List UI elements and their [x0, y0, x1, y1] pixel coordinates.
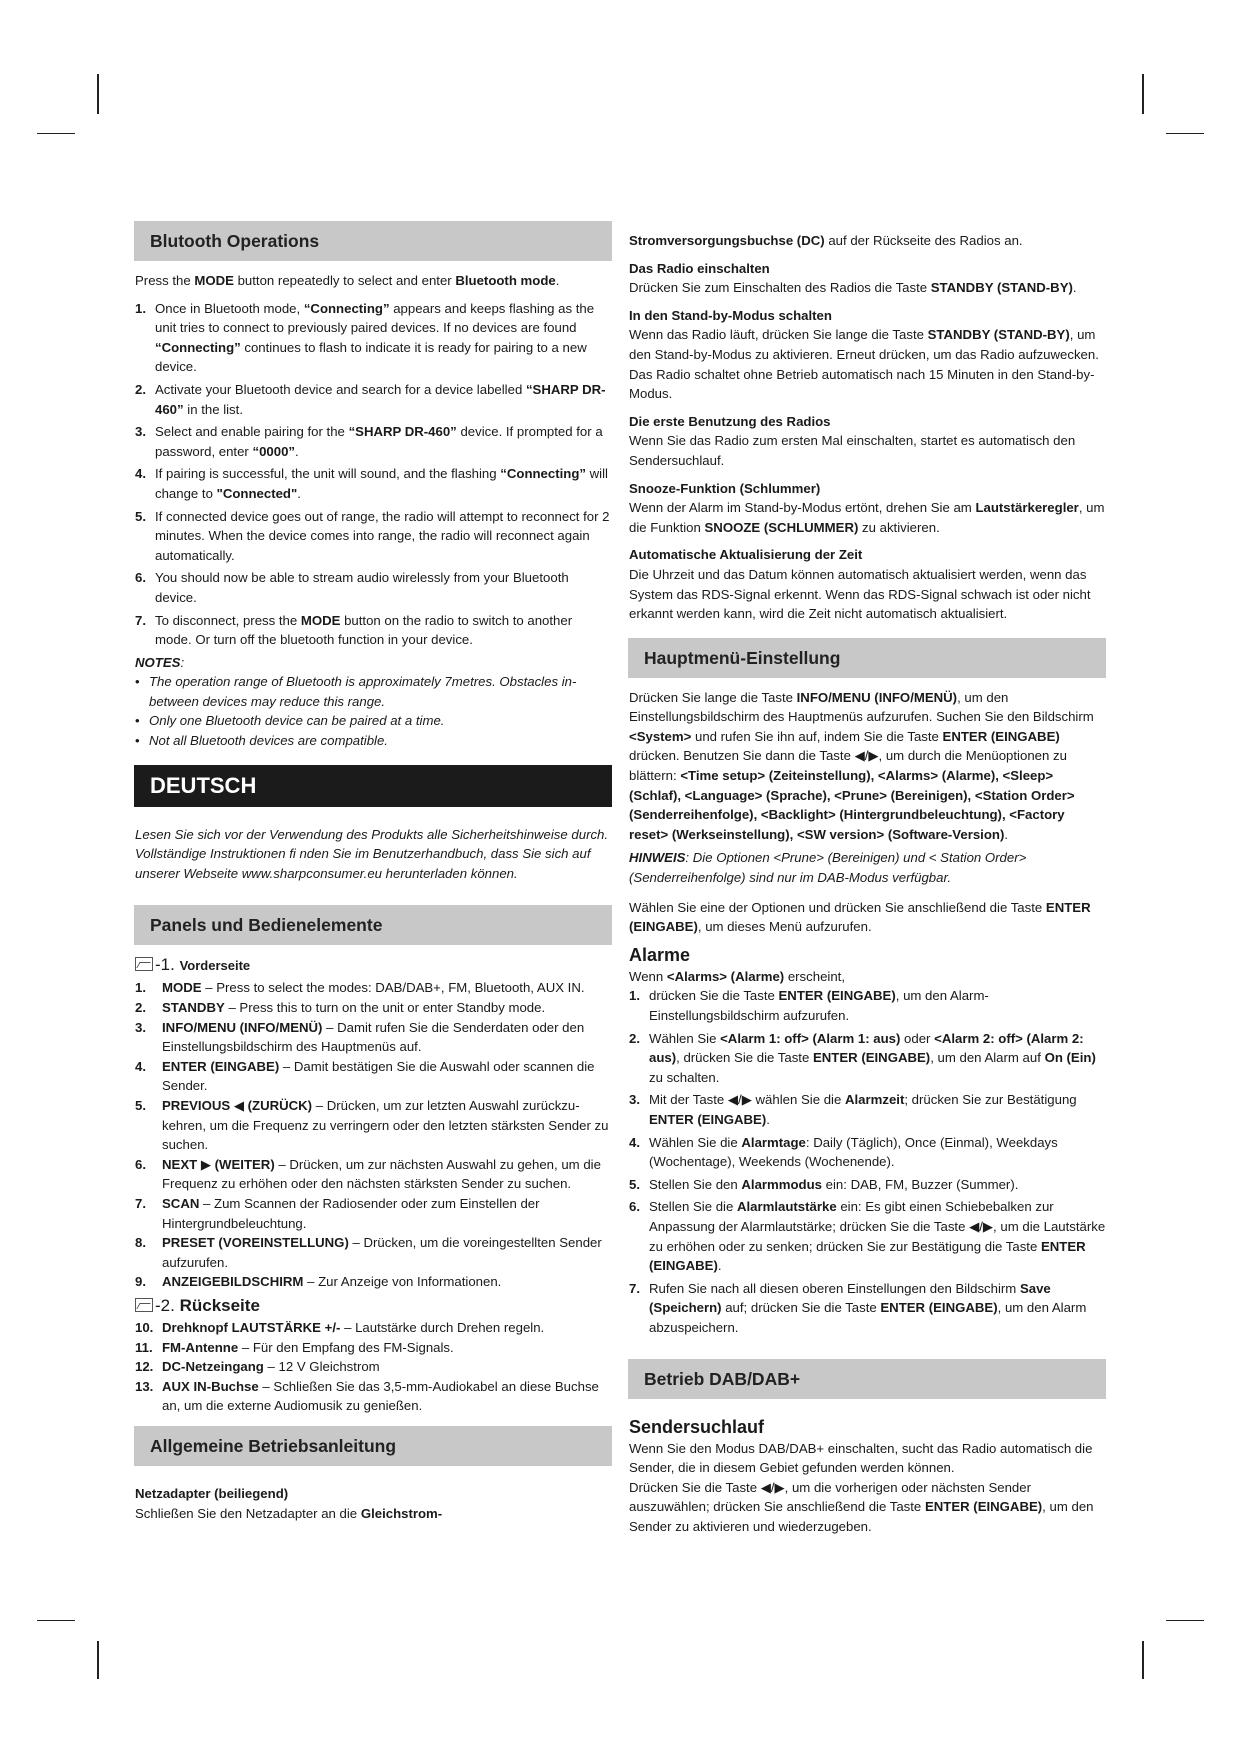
note-item: [135, 711, 612, 731]
text-run: ENTER (EINGABE): [942, 728, 1060, 744]
text-run: Select and enable pairing for the: [155, 424, 349, 440]
control-name: PREVIOUS ◀ (ZURÜCK): [162, 1098, 313, 1113]
text-run: will change to: [155, 466, 608, 501]
text-run: "Connected": [216, 485, 298, 501]
main-menu-section-header: Hauptmenü-Einstellung: [628, 638, 1106, 678]
control-name: PRESET (VOREINSTELLUNG): [162, 1235, 349, 1251]
control-item: [135, 1018, 612, 1057]
control-text: [162, 1377, 612, 1416]
text-run: “Connecting”: [303, 300, 390, 316]
bullet: •: [135, 733, 140, 749]
alarm-step-text: [649, 1197, 1106, 1275]
text-run: ENTER (EINGABE): [778, 988, 896, 1004]
control-text: [162, 978, 612, 998]
control-number: 1.: [135, 980, 146, 996]
snooze-heading: Snooze-Funktion (Schlummer): [629, 480, 821, 496]
control-item: [135, 1272, 612, 1292]
hinweis-note: HINWEIS: Die Optionen <Prune> (Bereinigen) und < Station Order> (Senderreihenfolge) sind nur im DAB-Modus verfügbar.: [629, 850, 1027, 886]
control-item: [135, 1194, 612, 1233]
text-run: auf; drücken Sie die Taste: [721, 1300, 881, 1316]
alarm-step-number: 3.: [629, 1092, 640, 1108]
control-item: [135, 1357, 612, 1377]
deutsch-header: DEUTSCH: [134, 765, 612, 807]
text-run: Activate your Bluetooth device and search for a device labelled: [155, 381, 526, 397]
note-item: [135, 731, 612, 751]
front-heading: -1. Vorderseite: [135, 953, 612, 978]
control-name: Drehknopf LAUTSTÄRKE +/-: [162, 1319, 341, 1335]
station-scan-heading: Sendersuchlauf: [629, 1416, 765, 1437]
alarm-step-text: [649, 1279, 1106, 1338]
text-run: button on the radio to switch to another mode. Or turn off the bluetooth function in your device.: [155, 612, 573, 648]
power-on-heading: Das Radio einschalten: [629, 260, 770, 276]
right-column: [629, 221, 1106, 1536]
control-item: [135, 1057, 612, 1096]
text-run: drücken Sie die Taste: [649, 988, 779, 1004]
bluetooth-section-header: Blutooth Operations: [134, 221, 612, 261]
note-item: [135, 672, 612, 711]
text-run: device. If prompted for a password, enter: [155, 424, 603, 459]
control-name: DC-Netzeingang: [162, 1359, 264, 1375]
control-name: MODE: [162, 980, 202, 996]
text-run: “Connecting”: [155, 339, 241, 355]
text-run: On (Ein): [1044, 1050, 1096, 1066]
control-text: [162, 1194, 612, 1233]
list-item: [135, 380, 612, 419]
control-item: [135, 1155, 612, 1194]
text-run: “SHARP DR-460”: [348, 424, 457, 440]
menu-choose-text: Wählen Sie eine der Optionen und drücken Sie anschließend die Taste ENTER (EINGABE), um dieses Menü aufzurufen.: [629, 899, 1091, 935]
control-desc: – Damit bestätigen Sie die Auswahl oder scannen die Sender.: [162, 1058, 595, 1094]
control-desc: – Für den Empfang des FM-Signals.: [241, 1339, 454, 1355]
control-desc: – Zur Anzeige von Informationen.: [307, 1274, 502, 1290]
text-run: INFO/MENU (INFO/MENÜ): [796, 689, 958, 705]
control-number: 3.: [135, 1019, 146, 1035]
crop-mark: [1166, 1620, 1204, 1621]
alarm-step-number: 2.: [629, 1030, 640, 1046]
control-text: [162, 1357, 612, 1377]
text-run: Drücken Sie lange die Taste: [629, 689, 797, 705]
control-text: [162, 1057, 612, 1096]
control-item: [135, 998, 612, 1018]
control-desc: – 12 V Gleichstrom: [267, 1359, 380, 1375]
control-number: 9.: [135, 1274, 146, 1290]
power-socket-text: Stromversorgungsbuchse (DC) auf der Rückseite des Radios an.: [629, 233, 1023, 248]
control-item: [135, 1377, 612, 1416]
alarm-step-number: 6.: [629, 1199, 640, 1215]
text-run: .: [717, 1258, 722, 1274]
back-controls-list: [135, 1318, 612, 1416]
text-run: ein: Es gibt einen Schiebebalken zur Anpassung der Alarmlautstärke; drücken Sie die Taste ◀/▶, um die Lautstärke zu erhöhen oder zu senken; drücken Sie zur Bestätigung die Taste: [649, 1199, 1106, 1254]
alarm-step: [629, 1175, 1106, 1195]
alarm-step: [629, 1029, 1106, 1088]
list-item: [135, 507, 612, 566]
list-item: [135, 568, 612, 607]
alarm-step: [629, 1279, 1106, 1338]
control-number: 11.: [135, 1339, 153, 1355]
text-run: <Alarm 1: off> (Alarm 1: aus): [720, 1030, 901, 1046]
control-desc: – Drücken, um zur nächsten Auswahl zu gehen, um die Frequenz zu erhöhen oder den nächsten stärksten Sender zu suchen.: [162, 1156, 601, 1192]
alarm-step: [629, 1197, 1106, 1275]
control-item: [135, 1233, 612, 1272]
list-item: [135, 299, 612, 377]
standby-text: Wenn das Radio läuft, drücken Sie lange die Taste STANDBY (STAND-BY), um den Stand-by-Modus zu aktivieren. Erneut drücken, um das Radio aufzuwecken. Das Radio schaltet ohne Betrieb automatisch nach 15 Minuten in den Stand-by-Modus.: [629, 327, 1099, 402]
control-desc: – Drücken, um zur letzten Auswahl zurückzu-kehren, um die Frequenz zu verringern oder den letzten stärksten Sender zu suchen.: [162, 1098, 609, 1153]
left-column: [135, 221, 612, 1523]
alarme-heading: Alarme: [629, 944, 691, 965]
alarm-step-text: [649, 1029, 1106, 1088]
alarm-step-text: [649, 1133, 1106, 1172]
text-run: , drücken Sie die Taste: [676, 1050, 813, 1066]
crop-mark: [1142, 74, 1144, 114]
alarm-step: [629, 986, 1106, 1025]
text-run: To disconnect, press the: [155, 612, 301, 628]
notes-list: [135, 672, 612, 750]
snooze-text: Wenn der Alarm im Stand-by-Modus ertönt, drehen Sie am Lautstärkeregler, um die Funktion SNOOZE (SCHLUMMER) zu aktivieren.: [629, 500, 1105, 535]
list-text: [155, 422, 612, 461]
list-item: [135, 611, 612, 650]
text-run: appears and keeps flashing as the unit tries to connect to previously paired devices. If no devices are found: [155, 300, 595, 336]
control-name: ANZEIGEBILDSCHIRM: [162, 1274, 304, 1290]
list-text: [155, 611, 612, 650]
power-on-text: Drücken Sie zum Einschalten des Radios die Taste STANDBY (STAND-BY).: [629, 280, 1077, 296]
note-text: Not all Bluetooth devices are compatible.: [149, 733, 388, 749]
time-update-heading: Automatische Aktualisierung der Zeit: [629, 547, 863, 563]
control-name: SCAN: [162, 1195, 200, 1211]
control-item: [135, 978, 612, 998]
alarm-step-number: 5.: [629, 1176, 640, 1192]
alarm-step-text: [649, 1090, 1106, 1129]
text-run: Stellen Sie den: [649, 1176, 742, 1192]
control-number: 13.: [135, 1378, 154, 1394]
text-run: ; drücken Sie zur Bestätigung: [904, 1092, 1077, 1108]
control-text: [162, 1018, 612, 1057]
adapter-heading: Netzadapter (beiliegend): [135, 1485, 289, 1501]
text-run: Wählen Sie: [649, 1030, 721, 1046]
control-number: 8.: [135, 1235, 146, 1251]
alarme-intro: Wenn <Alarms> (Alarme) erscheint,: [629, 968, 846, 984]
text-run: You should now be able to stream audio wirelessly from your Bluetooth device.: [155, 570, 569, 605]
text-run: “Connecting”: [500, 466, 586, 482]
standby-heading: In den Stand-by-Modus schalten: [629, 307, 832, 323]
list-number: 4.: [135, 466, 146, 482]
list-number: 3.: [135, 424, 146, 440]
text-run: If pairing is successful, the unit will sound, and the flashing: [155, 466, 501, 482]
notes-heading: NOTES:: [135, 654, 185, 670]
control-name: STANDBY: [162, 1000, 225, 1016]
control-name: FM-Antenne: [162, 1339, 239, 1355]
alarm-step-text: [649, 1175, 1106, 1195]
text-run: oder: [900, 1030, 935, 1046]
first-use-heading: Die erste Benutzung des Radios: [629, 413, 831, 429]
alarm-step-number: 7.: [629, 1280, 640, 1296]
alarm-steps: [629, 986, 1106, 1337]
text-run: MODE: [300, 612, 341, 628]
crop-mark: [97, 74, 99, 114]
text-run: Stellen Sie die: [649, 1199, 737, 1215]
text-run: If connected device goes out of range, the radio will attempt to reconnect for 2 minutes. When the device comes into range, the radio will reconnect again automatically.: [155, 508, 610, 563]
text-run: “0000”: [252, 443, 296, 459]
crop-mark: [1166, 133, 1204, 134]
first-use-text: Wenn Sie das Radio zum ersten Mal einschalten, startet es automatisch den Sendersuchlauf.: [629, 433, 1076, 468]
text-run: Alarmzeit: [844, 1092, 905, 1108]
crop-mark: [37, 1620, 75, 1621]
control-text: [162, 1318, 612, 1338]
text-run: .: [766, 1111, 770, 1127]
station-select-text: Drücken Sie die Taste ◀/▶, um die vorherigen oder nächsten Sender auszuwählen; drücken Sie anschließend die Taste ENTER (EINGABE), um den Sender zu aktivieren und wiederzugeben.: [629, 1479, 1094, 1534]
list-number: 2.: [135, 381, 146, 397]
control-number: 12.: [135, 1359, 154, 1375]
list-number: 1.: [135, 300, 146, 316]
control-item: [135, 1338, 612, 1358]
control-text: [162, 1272, 612, 1292]
control-desc: – Zum Scannen der Radiosender oder zum Einstellen der Hintergrundbeleuchtung.: [162, 1195, 540, 1231]
control-number: 10.: [135, 1319, 154, 1335]
alarm-step: [629, 1090, 1106, 1129]
text-run: ENTER (EINGABE): [649, 1238, 1086, 1274]
control-number: 2.: [135, 1000, 146, 1016]
text-run: continues to flash to indicate it is ready for pairing to a new device.: [155, 339, 587, 375]
list-text: [155, 507, 612, 566]
text-run: Save (Speichern): [649, 1280, 1051, 1316]
bullet: •: [135, 713, 140, 729]
text-run: : Daily (Täglich), Once (Einmal), Weekdays (Wochentage), Weekends (Wochenende).: [649, 1134, 1058, 1170]
control-text: [162, 1155, 612, 1194]
text-run: ENTER (EINGABE): [812, 1050, 931, 1066]
alarm-step-number: 4.: [629, 1134, 640, 1150]
station-scan-text: Wenn Sie den Modus DAB/DAB+ einschalten, sucht das Radio automatisch die Sender, die in diesem Gebiet gefunden werden können.: [629, 1440, 1093, 1476]
control-text: [162, 1233, 612, 1272]
text-run: , um den Alarm auf: [930, 1050, 1045, 1066]
text-run: Rufen Sie nach all diesen oberen Einstellungen den Bildschirm: [649, 1280, 1020, 1296]
list-number: 6.: [135, 570, 146, 586]
control-item: [135, 1096, 612, 1155]
control-number: 4.: [135, 1058, 146, 1074]
control-number: 7.: [135, 1195, 146, 1211]
text-run: ENTER (EINGABE): [880, 1300, 998, 1316]
control-text: [162, 998, 612, 1018]
main-menu-text: [629, 688, 1106, 845]
text-run: Alarmtage: [741, 1134, 806, 1150]
control-name: ENTER (EINGABE): [162, 1058, 280, 1074]
alarm-step-text: [649, 986, 1106, 1025]
panels-section-header: Panels und Bedienelemente: [134, 905, 612, 945]
text-run: .: [295, 443, 299, 459]
front-controls-list: [135, 978, 612, 1292]
text-run: , um den Einstellungsbildschirm des Hauptmenüs aufzurufen. Suchen Sie den Bildschirm: [629, 689, 1094, 725]
text-run: .: [1004, 826, 1009, 842]
control-number: 6.: [135, 1156, 146, 1172]
bluetooth-steps: [135, 299, 612, 650]
crop-mark: [37, 133, 75, 134]
control-name: AUX IN-Buchse: [162, 1378, 259, 1394]
back-heading: -2. Rückseite: [135, 1294, 612, 1318]
text-run: <Time setup> (Zeiteinstellung), <Alarms> (Alarme), <Sleep> (Schlaf), <Language> (Sprache), <Prune> (Bereinigen), <Station Order> (Senderreihenfolge), <Backlight> (Hintergrundbeleuchtung), <Factory reset> (Werkseinstellung), <SW version> (Software-Version): [629, 768, 1075, 842]
adapter-text: Schließen Sie den Netzadapter an die Gleichstrom-: [135, 1505, 443, 1521]
text-run: Alarmmodus: [741, 1176, 822, 1192]
image-placeholder-icon: [135, 1298, 153, 1312]
control-desc: – Drücken, um die voreingestellten Sender aufzurufen.: [162, 1235, 602, 1270]
time-update-text: Die Uhrzeit und das Datum können automatisch aktualisiert werden, wenn das System das RDS-Signal erkennt. Wenn das RDS-Signal schwach ist oder nicht erkannt werden kann, wird die Zeit nicht automatisch aktualisiert.: [629, 566, 1091, 622]
text-run: zu schalten.: [649, 1069, 720, 1085]
control-text: [162, 1338, 612, 1358]
control-number: 5.: [135, 1098, 146, 1113]
crop-mark: [1142, 1641, 1144, 1679]
text-run: ENTER (EINGABE): [649, 1111, 767, 1127]
control-desc: – Lautstärke durch Drehen regeln.: [344, 1319, 545, 1335]
text-run: Alarmlautstärke: [736, 1199, 837, 1215]
control-name: INFO/MENU (INFO/MENÜ): [162, 1019, 323, 1035]
text-run: ein: DAB, FM, Buzzer (Summer).: [822, 1176, 1019, 1192]
text-run: <System>: [629, 728, 692, 744]
text-run: Mit der Taste ◀/▶ wählen Sie die: [649, 1092, 845, 1108]
control-text: [162, 1096, 612, 1155]
deutsch-intro: Lesen Sie sich vor der Verwendung des Produkts alle Sicherheitshinweise durch. Vollständige Instruktionen fi nden Sie im Benutzerhandbuch, dass Sie sich auf unserer Webseite www.sharpconsumer.eu herunterladen können.: [135, 826, 609, 881]
list-number: 5.: [135, 508, 146, 524]
list-text: [155, 299, 612, 377]
note-text: Only one Bluetooth device can be paired at a time.: [149, 713, 445, 729]
control-desc: – Press to select the modes: DAB/DAB+, FM, Bluetooth, AUX IN.: [205, 980, 585, 996]
note-text: The operation range of Bluetooth is approximately 7metres. Obstacles in-between devices may reduce this range.: [149, 674, 577, 709]
bullet: •: [135, 674, 140, 690]
list-text: [155, 568, 612, 607]
text-run: in the list.: [183, 401, 243, 417]
dab-section-header: Betrieb DAB/DAB+: [628, 1359, 1106, 1399]
text-run: <Alarm 2: off> (Alarm 2: aus): [649, 1030, 1084, 1066]
text-run: , um den Alarm abzuspeichern.: [649, 1300, 1087, 1335]
control-desc: – Schließen Sie das 3,5-mm-Audiokabel an diese Buchse an, um die externe Audiomusik zu genießen.: [162, 1378, 599, 1414]
general-section-header: Allgemeine Betriebsanleitung: [134, 1426, 612, 1466]
crop-mark: [97, 1641, 99, 1679]
alarm-step-number: 1.: [629, 988, 640, 1004]
image-placeholder-icon: [135, 957, 153, 971]
alarm-step: [629, 1133, 1106, 1172]
text-run: “SHARP DR-460”: [155, 381, 606, 417]
text-run: Once in Bluetooth mode,: [155, 300, 304, 316]
control-desc: – Damit rufen Sie die Senderdaten oder den Einstellungsbildschirm des Hauptmenüs auf.: [162, 1019, 585, 1055]
list-item: [135, 464, 612, 503]
list-text: [155, 464, 612, 503]
list-text: [155, 380, 612, 419]
text-run: Wählen Sie die: [649, 1134, 742, 1150]
bluetooth-intro: Press the MODE button repeatedly to select and enter Bluetooth mode.: [135, 273, 560, 288]
text-run: und rufen Sie ihn auf, indem Sie die Taste: [691, 728, 943, 744]
list-item: [135, 422, 612, 461]
control-desc: – Press this to turn on the unit or enter Standby mode.: [228, 1000, 546, 1016]
text-run: .: [297, 485, 301, 501]
list-number: 7.: [135, 612, 146, 628]
text-run: , um den Alarm-Einstellungsbildschirm aufzurufen.: [649, 988, 989, 1023]
control-item: [135, 1318, 612, 1338]
text-run: drücken. Benutzen Sie dann die Taste ◀/▶, um durch die Menüoptionen zu blättern:: [629, 748, 1067, 784]
control-name: NEXT ▶ (WEITER): [162, 1156, 275, 1172]
